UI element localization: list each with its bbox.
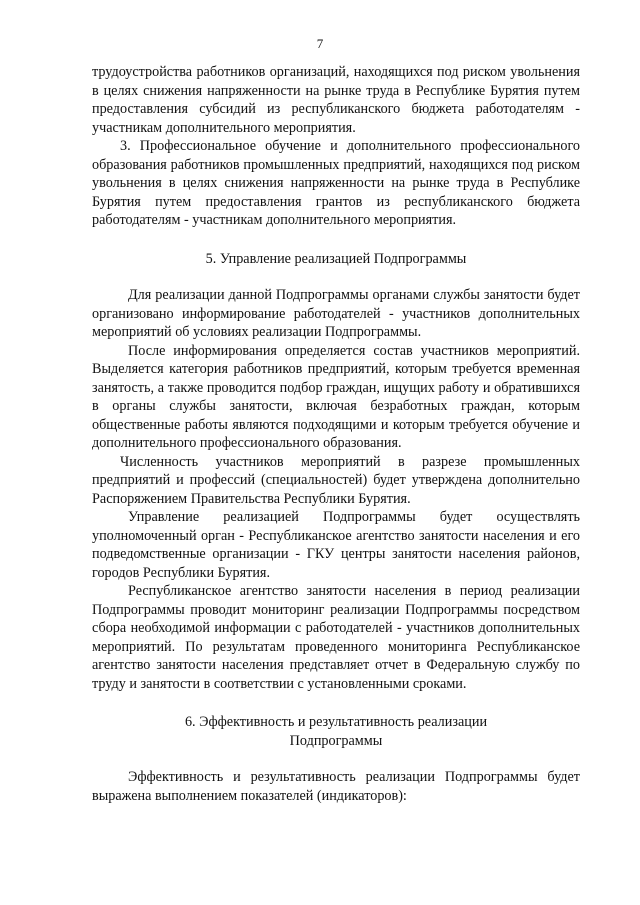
section-5-paragraph-3: Численность участников мероприятий в разрезе промышленных предприятий и профессий (специальностей) будет утверждена дополнительно Распоряжением Правительства Республики Бурятия. (92, 453, 580, 507)
paragraph-item-3: 3. Профессиональное обучение и дополнительного профессионального образования работников промышленных предприятий, находящихся под риском увольнения в целях снижения напряженности на рынке труда в Республике Бурятия путем предоставления грантов из республиканского бюджета работодателям - участникам дополнительного мероприятия. (92, 138, 580, 228)
section-6-paragraph-1: Эффективность и результативность реализации Подпрограммы будет выражена выполнением показателей (индикаторов): (92, 769, 580, 804)
document-body (92, 63, 580, 805)
section-6-heading-line-2: Подпрограммы (289, 732, 383, 749)
section-5-paragraph-1: Для реализации данной Подпрограммы органами службы занятости будет организовано информирование работодателей - участников дополнительных мероприятий об условиях реализации Подпрограммы. (92, 287, 580, 340)
section-5-heading: 5. Управление реализацией Подпрограммы (205, 250, 467, 267)
section-6-heading-line-1: 6. Эффективность и результативность реализации (184, 714, 488, 730)
section-5-paragraph-4: Управление реализацией Подпрограммы будет осуществлять уполномоченный орган - Республиканское агентство занятости населения и его подведомственные организации - ГКУ центры занятости населения районов, городов Республики Бурятия. (92, 509, 580, 581)
section-5-paragraph-5: Республиканское агентство занятости населения в период реализации Подпрограммы проводит мониторинг реализации Подпрограммы посредством сбора необходимой информации с работодателей - участников дополнительных мероприятий. По результатам проведенного мониторинга Республиканское агентство занятости населения представляет отчет в Федеральную службу по труду и занятости в соответствии с установленными сроками. (92, 583, 580, 692)
page-number: 7 (316, 36, 324, 51)
section-5-paragraph-2: После информирования определяется состав участников мероприятий. Выделяется категория работников предприятий, которым требуется временная занятость, а также проводится подбор граждан, ищущих работу и обратившихся в органы службы занятости, включая безработных граждан, которым общественные работы являются подходящими и которым требуется обучение и дополнительного профессионального образования. (92, 342, 580, 451)
paragraph-continued: трудоустройства работников организаций, находящихся под риском увольнения в целях снижения напряженности на рынке труда в Республике Бурятия путем предоставления субсидий из республиканского бюджета работодателям - участникам дополнительного мероприятия. (92, 64, 580, 136)
